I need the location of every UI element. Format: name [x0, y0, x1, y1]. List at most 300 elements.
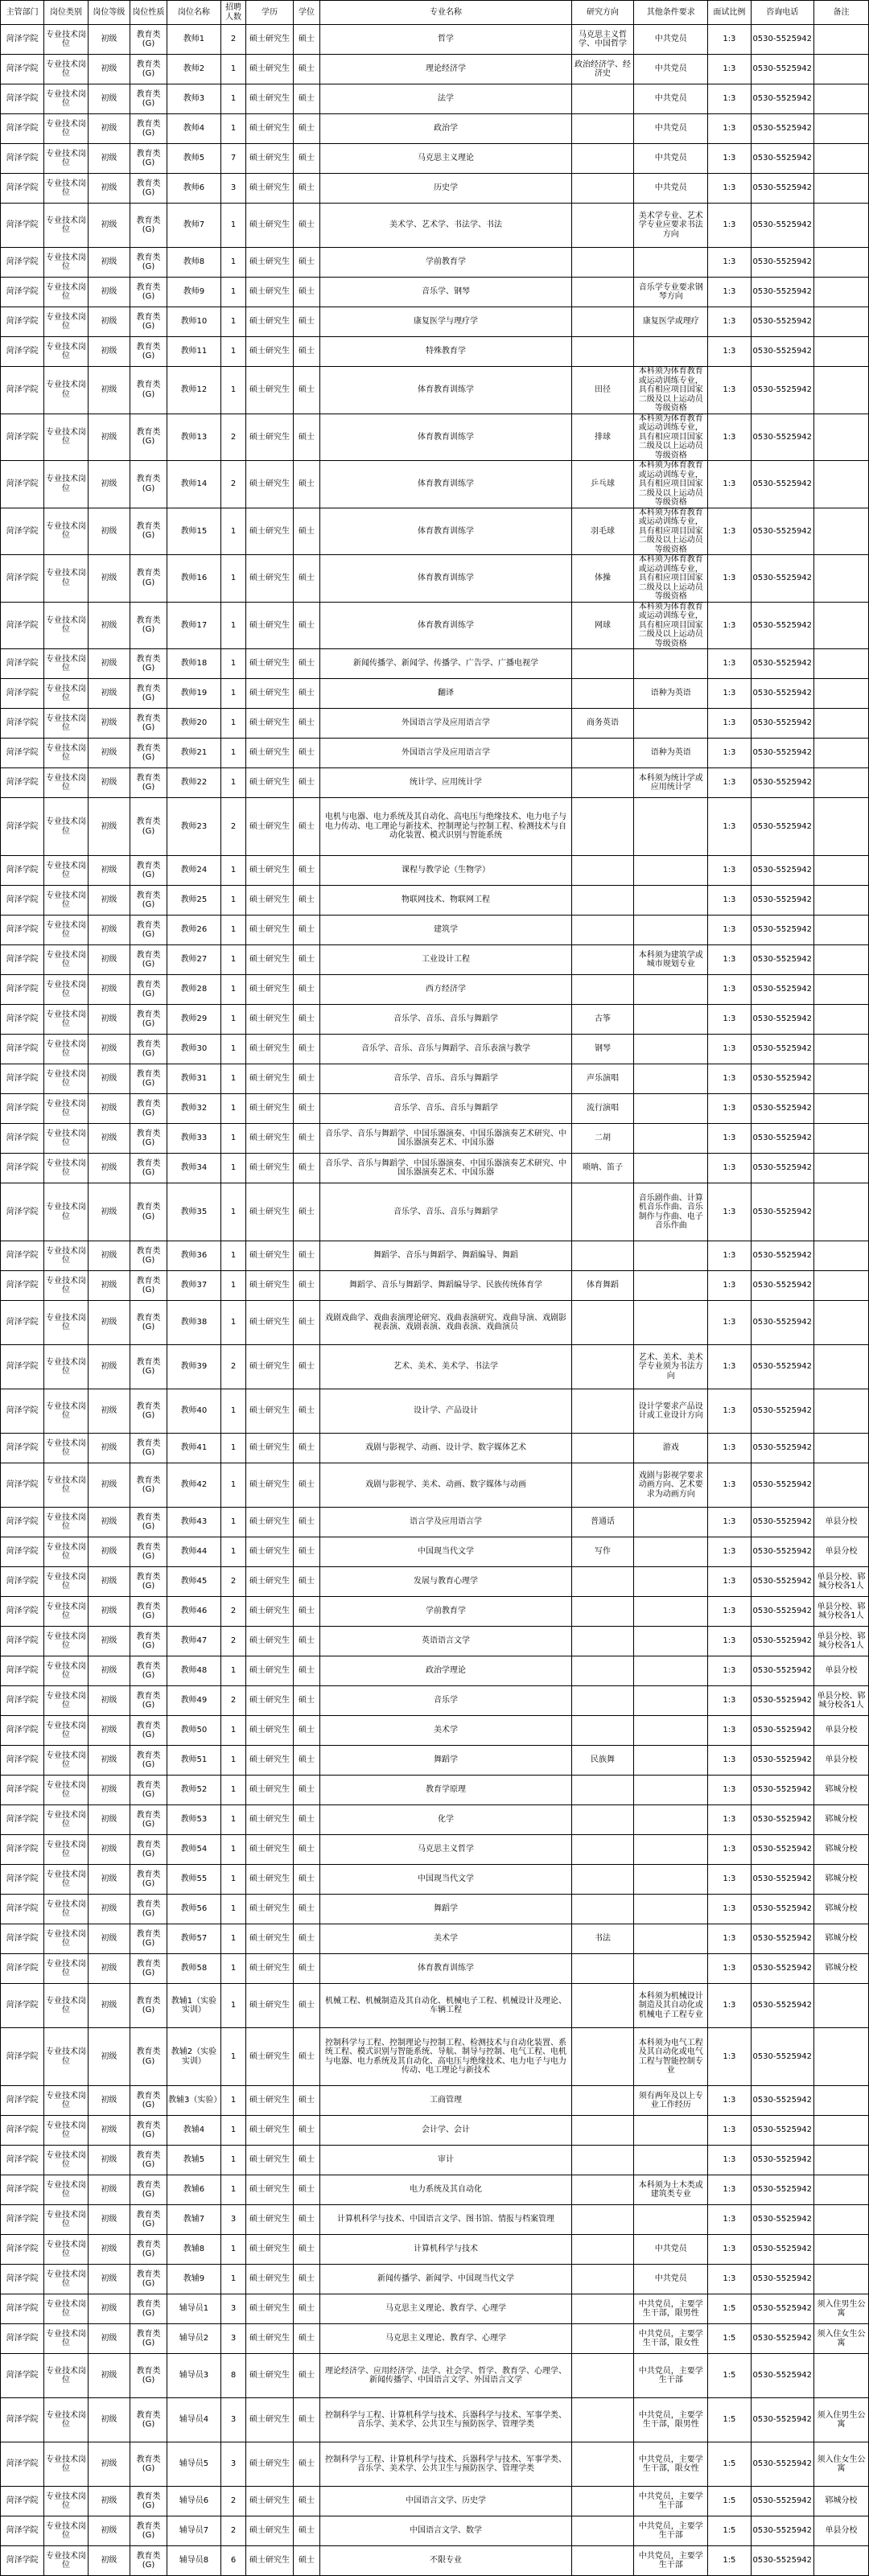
nature-cell: 教育类(G) — [130, 649, 167, 679]
post-name-cell: 教师54 — [167, 1835, 220, 1865]
table-row — [1, 1434, 869, 1463]
research-cell — [571, 1434, 633, 1463]
education-cell: 硕士研究生 — [246, 886, 294, 916]
dept-cell: 菏泽学院 — [1, 1434, 44, 1463]
ratio-cell: 1:3 — [708, 886, 751, 916]
header-cell: 岗位名称 — [167, 1, 220, 25]
phone-cell: 0530-5525942 — [751, 2546, 813, 2576]
education-cell: 硕士研究生 — [246, 1746, 294, 1776]
education-cell: 硕士研究生 — [246, 144, 294, 174]
dept-cell: 菏泽学院 — [1, 1686, 44, 1716]
post-name-cell: 教师26 — [167, 916, 220, 945]
level-cell: 初级 — [88, 1984, 130, 2028]
category-cell: 专业技术岗位 — [44, 679, 88, 709]
table-row — [1, 2086, 869, 2116]
requirement-cell — [634, 1005, 708, 1035]
category-cell: 专业技术岗位 — [44, 2487, 88, 2516]
education-cell: 硕士研究生 — [246, 856, 294, 886]
post-name-cell: 教师7 — [167, 204, 220, 248]
level-cell: 初级 — [88, 307, 130, 337]
post-name-cell: 教师9 — [167, 278, 220, 307]
headcount-cell: 3 — [220, 174, 245, 204]
nature-cell: 教育类(G) — [130, 1064, 167, 1094]
requirement-cell: 中共党员 — [634, 144, 708, 174]
phone-cell: 0530-5525942 — [751, 1716, 813, 1746]
level-cell: 初级 — [88, 1064, 130, 1094]
requirement-cell: 本科须为建筑学或城市规划专业 — [634, 945, 708, 975]
major-cell: 新闻传播学、新闻学、中国现当代文学 — [320, 2265, 572, 2294]
major-cell: 音乐学 — [320, 1686, 572, 1716]
table-row — [1, 2205, 869, 2235]
ratio-cell: 1:3 — [708, 2086, 751, 2116]
header-cell: 备注 — [813, 1, 868, 25]
level-cell: 初级 — [88, 798, 130, 856]
requirement-cell: 中共党员 — [634, 2265, 708, 2294]
phone-cell: 0530-5525942 — [751, 1865, 813, 1895]
remark-cell: 单县分校 — [813, 1656, 868, 1686]
requirement-cell — [634, 1537, 708, 1567]
headcount-cell: 1 — [220, 1984, 245, 2028]
headcount-cell: 1 — [220, 1154, 245, 1183]
dept-cell: 菏泽学院 — [1, 1716, 44, 1746]
ratio-cell: 1:3 — [708, 1895, 751, 1924]
ratio-cell: 1:3 — [708, 1537, 751, 1567]
category-cell: 专业技术岗位 — [44, 1035, 88, 1064]
header-cell: 学位 — [293, 1, 319, 25]
ratio-cell: 1:3 — [708, 1124, 751, 1154]
category-cell: 专业技术岗位 — [44, 1865, 88, 1895]
major-cell: 电力系统及其自动化 — [320, 2175, 572, 2205]
nature-cell: 教育类(G) — [130, 1183, 167, 1241]
table-row — [1, 2546, 869, 2576]
table-row — [1, 856, 869, 886]
research-cell — [571, 2487, 633, 2516]
major-cell: 康复医学与理疗学 — [320, 307, 572, 337]
remark-cell — [813, 1345, 868, 1389]
ratio-cell: 1:3 — [708, 1389, 751, 1434]
research-cell: 钢琴 — [571, 1035, 633, 1064]
category-cell: 专业技术岗位 — [44, 1954, 88, 1984]
research-cell: 声乐演唱 — [571, 1064, 633, 1094]
ratio-cell: 1:3 — [708, 508, 751, 555]
headcount-cell: 1 — [220, 114, 245, 144]
level-cell: 初级 — [88, 2516, 130, 2546]
table-row — [1, 1094, 869, 1124]
phone-cell: 0530-5525942 — [751, 2265, 813, 2294]
headcount-cell: 1 — [220, 337, 245, 367]
remark-cell — [813, 2354, 868, 2398]
education-cell: 硕士研究生 — [246, 337, 294, 367]
degree-cell: 硕士 — [293, 2516, 319, 2546]
category-cell: 专业技术岗位 — [44, 204, 88, 248]
category-cell: 专业技术岗位 — [44, 1686, 88, 1716]
remark-cell — [813, 945, 868, 975]
table-row — [1, 1924, 869, 1954]
remark-cell — [813, 2116, 868, 2146]
table-row — [1, 1686, 869, 1716]
table-row — [1, 2487, 869, 2516]
education-cell: 硕士研究生 — [246, 248, 294, 278]
education-cell: 硕士研究生 — [246, 1271, 294, 1301]
post-name-cell: 辅导员7 — [167, 2516, 220, 2546]
education-cell: 硕士研究生 — [246, 1865, 294, 1895]
post-name-cell: 教师20 — [167, 709, 220, 739]
remark-cell — [813, 1035, 868, 1064]
nature-cell: 教育类(G) — [130, 1984, 167, 2028]
level-cell: 初级 — [88, 337, 130, 367]
research-cell — [571, 114, 633, 144]
research-cell: 流行演唱 — [571, 1094, 633, 1124]
level-cell: 初级 — [88, 25, 130, 55]
education-cell: 硕士研究生 — [246, 1345, 294, 1389]
headcount-cell: 1 — [220, 768, 245, 798]
research-cell — [571, 2516, 633, 2546]
table-row — [1, 1835, 869, 1865]
major-cell: 设计学、产品设计 — [320, 1389, 572, 1434]
requirement-cell: 本科须为体育教育或运动训练专业，具有相应项目国家二级及以上运动员等级资格 — [634, 508, 708, 555]
phone-cell: 0530-5525942 — [751, 174, 813, 204]
table-row — [1, 144, 869, 174]
research-cell — [571, 204, 633, 248]
header-cell: 研究方向 — [571, 1, 633, 25]
headcount-cell: 1 — [220, 204, 245, 248]
requirement-cell — [634, 1271, 708, 1301]
remark-cell — [813, 602, 868, 649]
level-cell: 初级 — [88, 2324, 130, 2354]
ratio-cell: 1:3 — [708, 55, 751, 84]
post-name-cell: 教师34 — [167, 1154, 220, 1183]
remark-cell: 单县分校、郓城分校各1人 — [813, 1686, 868, 1716]
nature-cell: 教育类(G) — [130, 278, 167, 307]
category-cell: 专业技术岗位 — [44, 709, 88, 739]
category-cell: 专业技术岗位 — [44, 798, 88, 856]
education-cell: 硕士研究生 — [246, 1183, 294, 1241]
requirement-cell — [634, 1865, 708, 1895]
research-cell — [571, 679, 633, 709]
remark-cell — [813, 709, 868, 739]
requirement-cell: 中共党员，主要学生干部 — [634, 2546, 708, 2576]
table-row — [1, 1345, 869, 1389]
table-body — [1, 25, 869, 2576]
education-cell: 硕士研究生 — [246, 1064, 294, 1094]
ratio-cell: 1:3 — [708, 1627, 751, 1656]
ratio-cell: 1:3 — [708, 278, 751, 307]
phone-cell: 0530-5525942 — [751, 2442, 813, 2487]
major-cell: 音乐学、音乐、音乐与舞蹈学 — [320, 1183, 572, 1241]
dept-cell: 菏泽学院 — [1, 602, 44, 649]
post-name-cell: 教师47 — [167, 1627, 220, 1656]
post-name-cell: 教辅3（实验） — [167, 2086, 220, 2116]
post-name-cell: 教师41 — [167, 1434, 220, 1463]
post-name-cell: 教师50 — [167, 1716, 220, 1746]
headcount-cell: 1 — [220, 1094, 245, 1124]
phone-cell: 0530-5525942 — [751, 461, 813, 508]
post-name-cell: 教辅9 — [167, 2265, 220, 2294]
phone-cell: 0530-5525942 — [751, 204, 813, 248]
post-name-cell: 教辅7 — [167, 2205, 220, 2235]
education-cell: 硕士研究生 — [246, 2265, 294, 2294]
dept-cell: 菏泽学院 — [1, 1241, 44, 1271]
headcount-cell: 1 — [220, 1434, 245, 1463]
degree-cell: 硕士 — [293, 174, 319, 204]
nature-cell: 教育类(G) — [130, 114, 167, 144]
ratio-cell: 1:5 — [708, 2487, 751, 2516]
category-cell: 专业技术岗位 — [44, 2398, 88, 2442]
research-cell — [571, 1567, 633, 1597]
research-cell — [571, 975, 633, 1005]
category-cell: 专业技术岗位 — [44, 1746, 88, 1776]
table-row — [1, 1463, 869, 1508]
phone-cell: 0530-5525942 — [751, 1954, 813, 1984]
degree-cell: 硕士 — [293, 1301, 319, 1345]
category-cell: 专业技术岗位 — [44, 278, 88, 307]
remark-cell — [813, 174, 868, 204]
requirement-cell — [634, 1508, 708, 1537]
post-name-cell: 辅导员6 — [167, 2487, 220, 2516]
headcount-cell: 1 — [220, 1835, 245, 1865]
education-cell: 硕士研究生 — [246, 1537, 294, 1567]
headcount-cell: 2 — [220, 798, 245, 856]
nature-cell: 教育类(G) — [130, 337, 167, 367]
level-cell: 初级 — [88, 1567, 130, 1597]
major-cell: 控制科学与工程、计算机科学与技术、兵器科学与技术、军事学类、音乐学、美术学、公共卫生与预防医学、管理学类 — [320, 2442, 572, 2487]
ratio-cell: 1:3 — [708, 945, 751, 975]
remark-cell — [813, 975, 868, 1005]
ratio-cell: 1:3 — [708, 2205, 751, 2235]
phone-cell: 0530-5525942 — [751, 1035, 813, 1064]
education-cell: 硕士研究生 — [246, 2324, 294, 2354]
table-row — [1, 307, 869, 337]
phone-cell: 0530-5525942 — [751, 975, 813, 1005]
research-cell — [571, 1463, 633, 1508]
nature-cell: 教育类(G) — [130, 945, 167, 975]
post-name-cell: 教师48 — [167, 1656, 220, 1686]
ratio-cell: 1:3 — [708, 1463, 751, 1508]
headcount-cell: 8 — [220, 2354, 245, 2398]
post-name-cell: 教师53 — [167, 1805, 220, 1835]
post-name-cell: 辅导员3 — [167, 2354, 220, 2398]
table-row — [1, 278, 869, 307]
research-cell: 体育舞蹈 — [571, 1271, 633, 1301]
dept-cell: 菏泽学院 — [1, 2235, 44, 2265]
requirement-cell: 本科须为体育教育或运动训练专业，具有相应项目国家二级及以上运动员等级资格 — [634, 367, 708, 414]
research-cell — [571, 1835, 633, 1865]
phone-cell: 0530-5525942 — [751, 1746, 813, 1776]
degree-cell: 硕士 — [293, 2324, 319, 2354]
category-cell: 专业技术岗位 — [44, 2442, 88, 2487]
education-cell: 硕士研究生 — [246, 975, 294, 1005]
degree-cell: 硕士 — [293, 1895, 319, 1924]
education-cell: 硕士研究生 — [246, 2546, 294, 2576]
dept-cell: 菏泽学院 — [1, 916, 44, 945]
phone-cell: 0530-5525942 — [751, 1597, 813, 1627]
requirement-cell: 中共党员，主要学生干部，限男性 — [634, 2398, 708, 2442]
phone-cell: 0530-5525942 — [751, 1241, 813, 1271]
post-name-cell: 教师19 — [167, 679, 220, 709]
ratio-cell: 1:3 — [708, 114, 751, 144]
research-cell — [571, 174, 633, 204]
headcount-cell: 2 — [220, 1686, 245, 1716]
post-name-cell: 教辅8 — [167, 2235, 220, 2265]
dept-cell: 菏泽学院 — [1, 2205, 44, 2235]
degree-cell: 硕士 — [293, 1627, 319, 1656]
headcount-cell: 2 — [220, 1597, 245, 1627]
research-cell — [571, 1389, 633, 1434]
post-name-cell: 教师38 — [167, 1301, 220, 1345]
level-cell: 初级 — [88, 1627, 130, 1656]
ratio-cell: 1:3 — [708, 174, 751, 204]
major-cell: 戏剧与影视学、美术、动画、数字媒体与动画 — [320, 1463, 572, 1508]
post-name-cell: 教师55 — [167, 1865, 220, 1895]
dept-cell: 菏泽学院 — [1, 367, 44, 414]
level-cell: 初级 — [88, 414, 130, 461]
research-cell — [571, 307, 633, 337]
category-cell: 专业技术岗位 — [44, 508, 88, 555]
table-row — [1, 1865, 869, 1895]
nature-cell: 教育类(G) — [130, 1271, 167, 1301]
major-cell: 计算机科学与技术、中国语言文学、图书馆、情报与档案管理 — [320, 2205, 572, 2235]
dept-cell: 菏泽学院 — [1, 1597, 44, 1627]
post-name-cell: 教师17 — [167, 602, 220, 649]
major-cell: 英语语言文学 — [320, 1627, 572, 1656]
ratio-cell: 1:3 — [708, 1924, 751, 1954]
requirement-cell — [634, 1776, 708, 1805]
dept-cell: 菏泽学院 — [1, 1746, 44, 1776]
ratio-cell: 1:3 — [708, 1434, 751, 1463]
post-name-cell: 教师42 — [167, 1463, 220, 1508]
requirement-cell — [634, 1064, 708, 1094]
dept-cell: 菏泽学院 — [1, 886, 44, 916]
header-cell: 招聘人数 — [220, 1, 245, 25]
phone-cell: 0530-5525942 — [751, 84, 813, 114]
dept-cell: 菏泽学院 — [1, 1984, 44, 2028]
dept-cell: 菏泽学院 — [1, 1508, 44, 1537]
level-cell: 初级 — [88, 1463, 130, 1508]
research-cell — [571, 2354, 633, 2398]
dept-cell: 菏泽学院 — [1, 679, 44, 709]
remark-cell — [813, 278, 868, 307]
table-row — [1, 2516, 869, 2546]
post-name-cell: 教师3 — [167, 84, 220, 114]
nature-cell: 教育类(G) — [130, 1656, 167, 1686]
research-cell — [571, 1183, 633, 1241]
major-cell: 美术学 — [320, 1924, 572, 1954]
table-row — [1, 2235, 869, 2265]
phone-cell: 0530-5525942 — [751, 1124, 813, 1154]
nature-cell: 教育类(G) — [130, 1746, 167, 1776]
degree-cell: 硕士 — [293, 1656, 319, 1686]
level-cell: 初级 — [88, 2146, 130, 2175]
nature-cell: 教育类(G) — [130, 2516, 167, 2546]
dept-cell: 菏泽学院 — [1, 739, 44, 768]
nature-cell: 教育类(G) — [130, 2442, 167, 2487]
table-row — [1, 798, 869, 856]
dept-cell: 菏泽学院 — [1, 114, 44, 144]
nature-cell: 教育类(G) — [130, 1094, 167, 1124]
major-cell: 电机与电器、电力系统及其自动化、高电压与绝缘技术、电力电子与电力传动、电工理论与新技术、控制理论与控制工程、检测技术与自动化装置、模式识别与智能系统 — [320, 798, 572, 856]
table-row — [1, 1805, 869, 1835]
major-cell: 体育教育训练学 — [320, 367, 572, 414]
ratio-cell: 1:3 — [708, 248, 751, 278]
research-cell: 普通话 — [571, 1508, 633, 1537]
research-cell — [571, 2175, 633, 2205]
phone-cell: 0530-5525942 — [751, 649, 813, 679]
nature-cell: 教育类(G) — [130, 414, 167, 461]
education-cell: 硕士研究生 — [246, 2516, 294, 2546]
nature-cell: 教育类(G) — [130, 2116, 167, 2146]
headcount-cell: 1 — [220, 367, 245, 414]
post-name-cell: 教师18 — [167, 649, 220, 679]
education-cell: 硕士研究生 — [246, 1597, 294, 1627]
major-cell: 音乐学、音乐、音乐与舞蹈学、音乐表演与教学 — [320, 1035, 572, 1064]
dept-cell: 菏泽学院 — [1, 649, 44, 679]
dept-cell: 菏泽学院 — [1, 1301, 44, 1345]
major-cell: 马克思主义理论 — [320, 144, 572, 174]
phone-cell: 0530-5525942 — [751, 367, 813, 414]
level-cell: 初级 — [88, 114, 130, 144]
category-cell: 专业技术岗位 — [44, 2028, 88, 2086]
category-cell: 专业技术岗位 — [44, 856, 88, 886]
major-cell: 学前教育学 — [320, 1597, 572, 1627]
research-cell — [571, 945, 633, 975]
post-name-cell: 教师16 — [167, 555, 220, 603]
degree-cell: 硕士 — [293, 555, 319, 603]
headcount-cell: 1 — [220, 649, 245, 679]
education-cell: 硕士研究生 — [246, 1954, 294, 1984]
education-cell: 硕士研究生 — [246, 1005, 294, 1035]
remark-cell: 郓城分校 — [813, 1805, 868, 1835]
research-cell — [571, 1627, 633, 1656]
research-cell — [571, 2146, 633, 2175]
phone-cell: 0530-5525942 — [751, 768, 813, 798]
major-cell: 哲学 — [320, 25, 572, 55]
remark-cell — [813, 414, 868, 461]
ratio-cell: 1:3 — [708, 768, 751, 798]
ratio-cell: 1:3 — [708, 461, 751, 508]
major-cell: 体育教育训练学 — [320, 602, 572, 649]
phone-cell: 0530-5525942 — [751, 709, 813, 739]
level-cell: 初级 — [88, 508, 130, 555]
degree-cell: 硕士 — [293, 204, 319, 248]
level-cell: 初级 — [88, 649, 130, 679]
remark-cell: 单县分校、郓城分校各1人 — [813, 1567, 868, 1597]
ratio-cell: 1:3 — [708, 916, 751, 945]
headcount-cell: 1 — [220, 886, 245, 916]
phone-cell: 0530-5525942 — [751, 1895, 813, 1924]
headcount-cell: 3 — [220, 2205, 245, 2235]
degree-cell: 硕士 — [293, 1567, 319, 1597]
level-cell: 初级 — [88, 2354, 130, 2398]
post-name-cell: 教师43 — [167, 1508, 220, 1537]
category-cell: 专业技术岗位 — [44, 337, 88, 367]
category-cell: 专业技术岗位 — [44, 2324, 88, 2354]
requirement-cell — [634, 1567, 708, 1597]
remark-cell — [813, 916, 868, 945]
headcount-cell: 1 — [220, 1301, 245, 1345]
level-cell: 初级 — [88, 886, 130, 916]
headcount-cell: 1 — [220, 1271, 245, 1301]
nature-cell: 教育类(G) — [130, 1954, 167, 1984]
phone-cell: 0530-5525942 — [751, 2398, 813, 2442]
ratio-cell: 1:3 — [708, 2175, 751, 2205]
phone-cell: 0530-5525942 — [751, 414, 813, 461]
remark-cell — [813, 2175, 868, 2205]
category-cell: 专业技术岗位 — [44, 2086, 88, 2116]
header-cell: 学历 — [246, 1, 294, 25]
education-cell: 硕士研究生 — [246, 1924, 294, 1954]
headcount-cell: 1 — [220, 2265, 245, 2294]
nature-cell: 教育类(G) — [130, 2294, 167, 2324]
